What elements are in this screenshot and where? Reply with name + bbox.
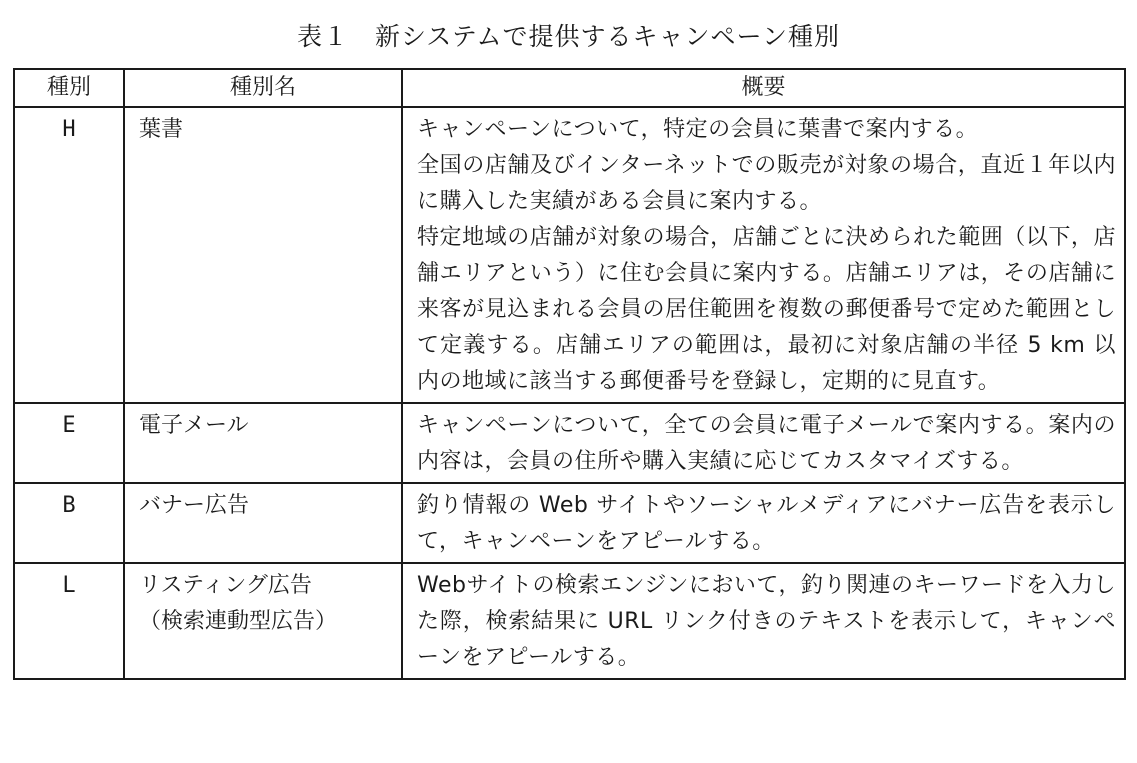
header-name: 種別名 [124, 69, 402, 107]
cell-summary [402, 483, 1125, 563]
cell-name [124, 107, 402, 403]
cell-summary [402, 107, 1125, 403]
summary-paragraph: キャンペーンについて，特定の会員に葉書で案内する。 [417, 117, 979, 142]
cell-name [124, 483, 402, 563]
header-summary: 概要 [402, 69, 1125, 107]
summary-paragraph: 全国の店舗及びインターネットでの販売が対象の場合，直近１年以内に購入した実績がある会員に案内する。 [417, 153, 1116, 214]
cell-summary [402, 563, 1125, 679]
summary-paragraph: キャンペーンについて，全ての会員に電子メールで案内する。案内の内容は，会員の住所や購入実績に応じてカスタマイズする。 [417, 413, 1116, 474]
name-line: 葉書 [139, 117, 184, 142]
summary-paragraph: Webサイトの検索エンジンにおいて，釣り関連のキーワードを入力した際，検索結果に URL リンク付きのテキストを表示して，キャンペーンをアピールする。 [417, 573, 1116, 670]
cell-name [124, 403, 402, 483]
table-row [14, 563, 1125, 679]
campaign-type-table [13, 68, 1126, 680]
cell-code: B [14, 483, 124, 563]
cell-code: H [14, 107, 124, 403]
table-row [14, 483, 1125, 563]
summary-paragraph: 釣り情報の Web サイトやソーシャルメディアにバナー広告を表示して，キャンペーンをアピールする。 [417, 493, 1116, 554]
table-header-row [14, 69, 1125, 107]
cell-name [124, 563, 402, 679]
summary-paragraph: 特定地域の店舗が対象の場合，店舗ごとに決められた範囲（以下，店舗エリアという）に住む会員に案内する。店舗エリアは，その店舗に来客が見込まれる会員の居住範囲を複数の郵便番号で定めた範囲として定義する。店舗エリアの範囲は，最初に対象店舗の半径 5 km 以内の地域に該当する郵便番号を登録し，定期的に見直す。 [417, 225, 1116, 394]
cell-code: E [14, 403, 124, 483]
header-code: 種別 [14, 69, 124, 107]
name-line: （検索連動型広告） [139, 609, 338, 634]
name-line: リスティング広告 [139, 573, 312, 598]
table-row [14, 107, 1125, 403]
cell-summary [402, 403, 1125, 483]
table-caption: 表１ 新システムで提供するキャンペーン種別 [296, 22, 840, 51]
name-line: バナー広告 [139, 493, 250, 518]
table-row [14, 403, 1125, 483]
name-line: 電子メール [139, 413, 249, 438]
cell-code: L [14, 563, 124, 679]
